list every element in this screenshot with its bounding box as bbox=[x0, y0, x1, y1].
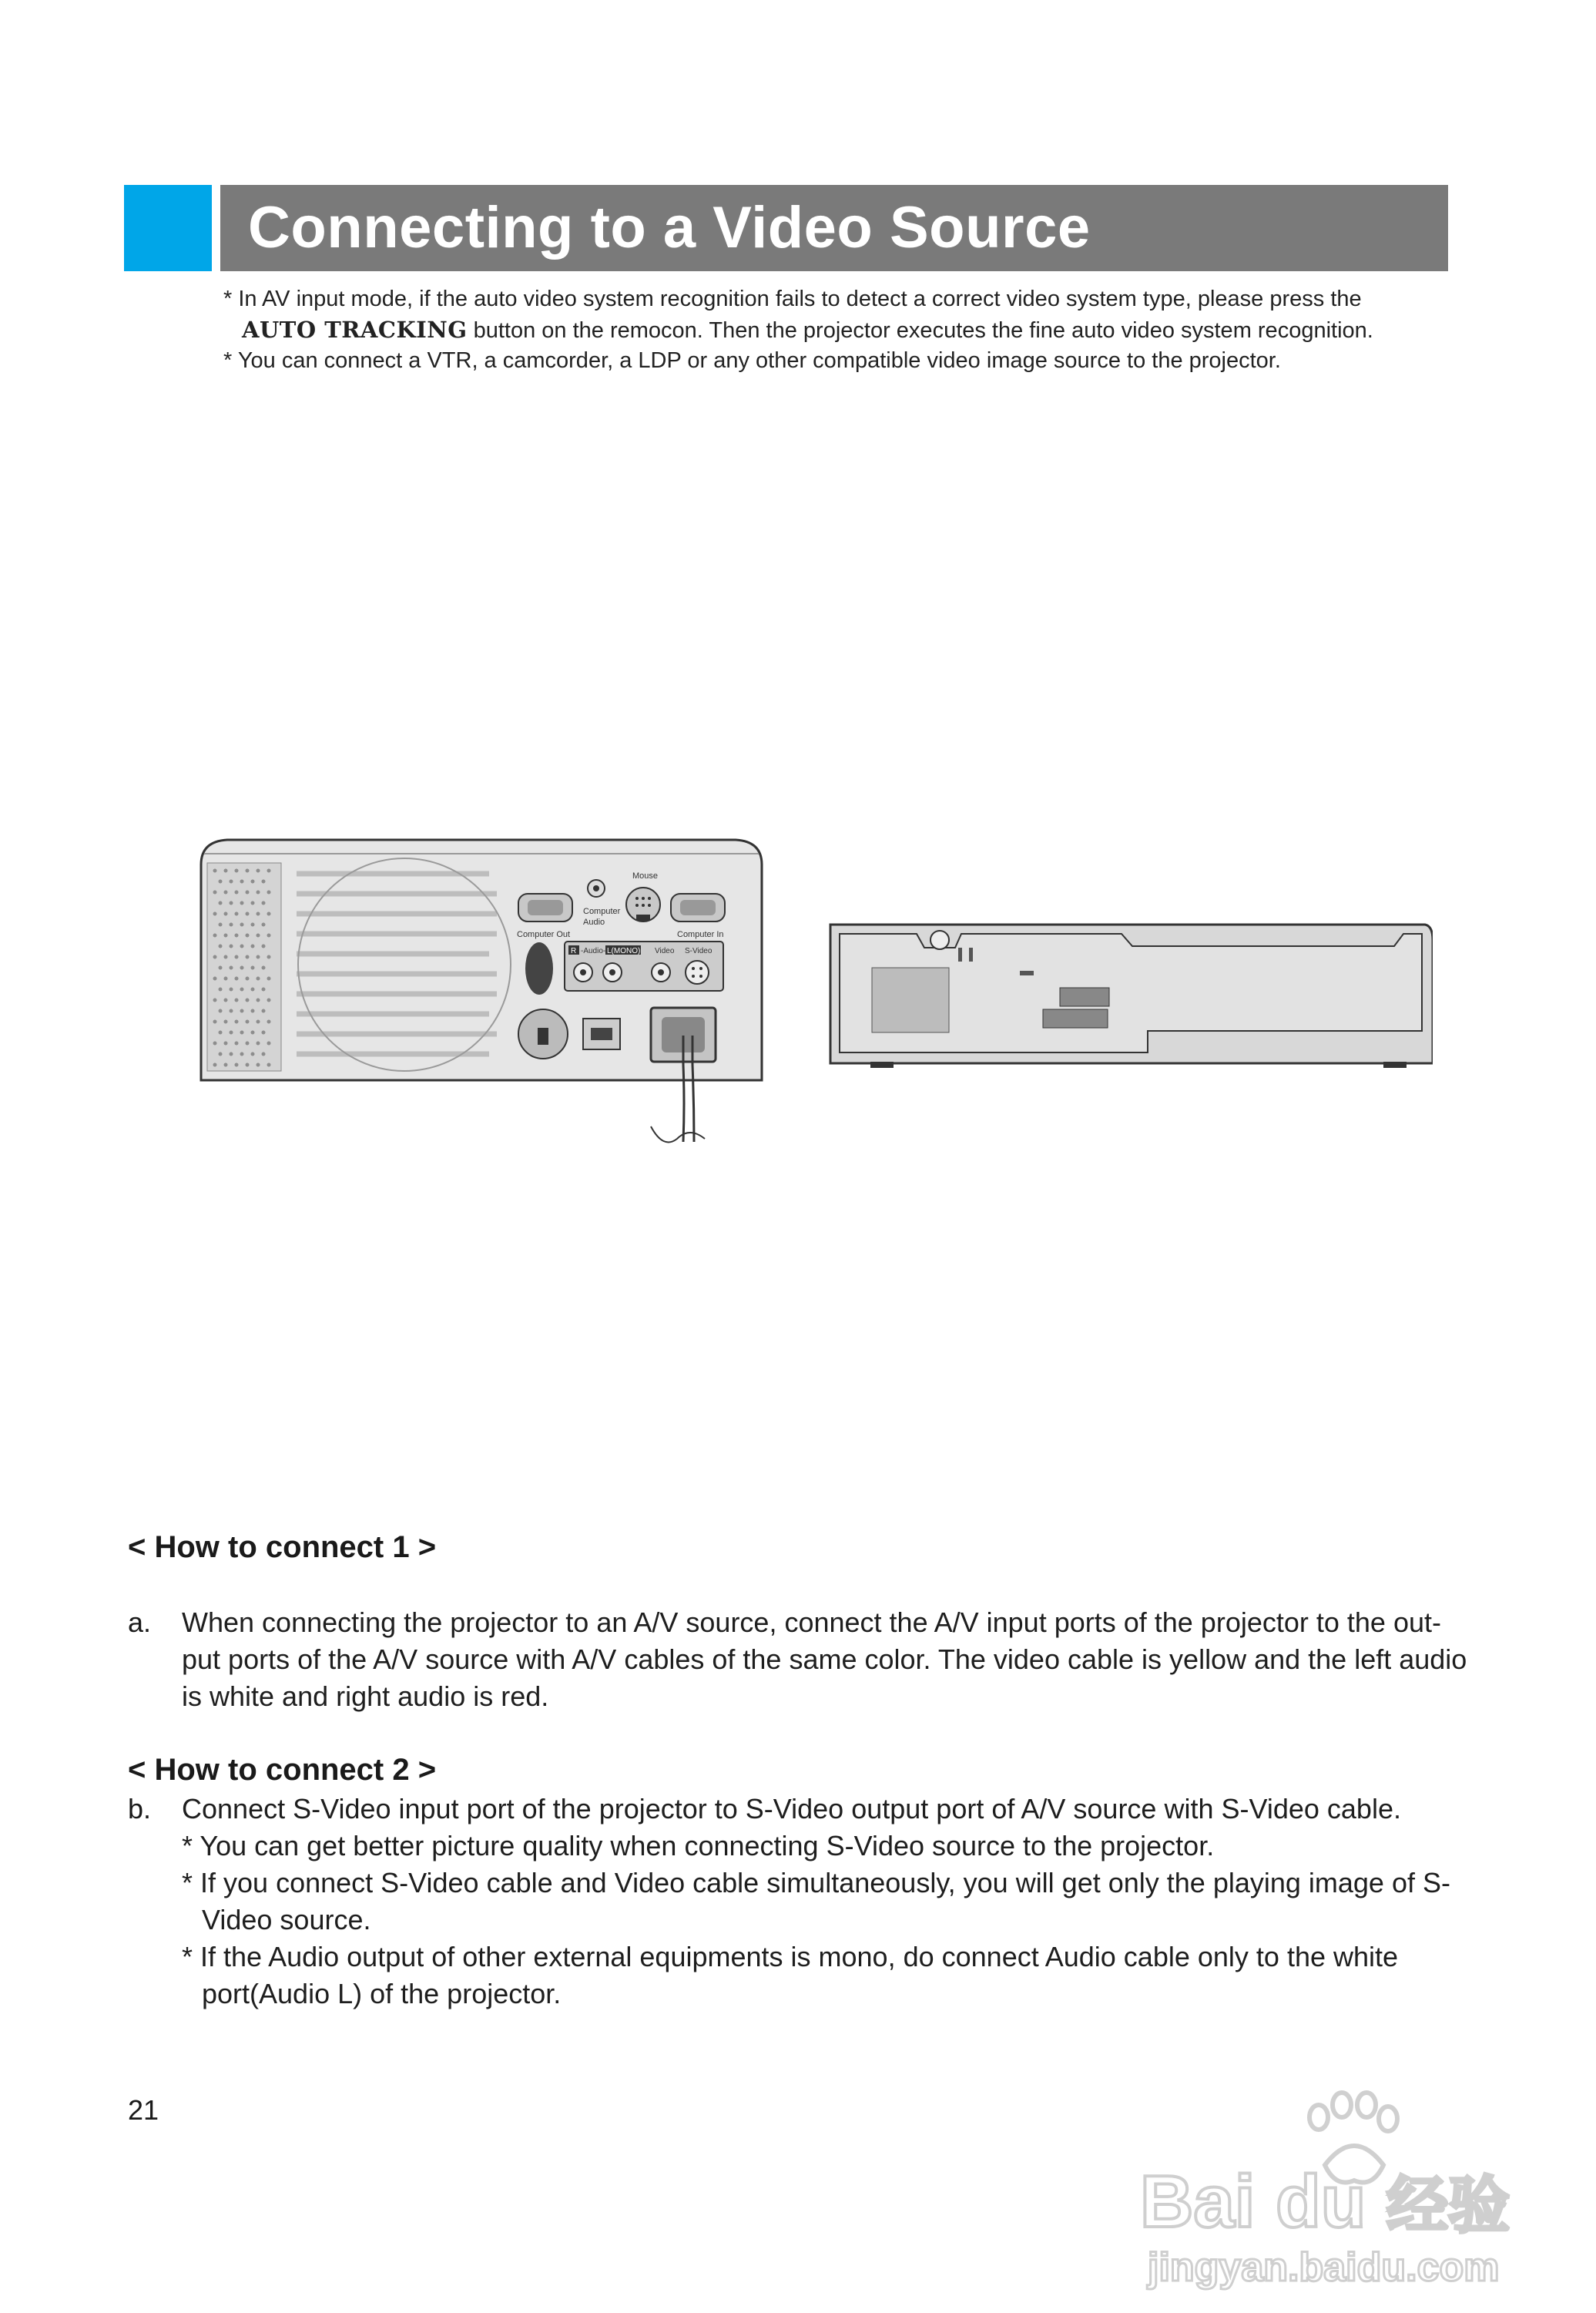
note-compatible-sources: * You can connect a VTR, a camcorder, a LDP or any other compatible video image source to the projector. bbox=[223, 348, 1281, 373]
section2-note2-cont: Video source. bbox=[202, 1904, 371, 1935]
section2-note3: * If the Audio output of other external equipments is mono, do connect Audio cable only to the white bbox=[182, 1941, 1399, 1972]
baidu-watermark bbox=[1132, 2073, 1533, 2304]
note-auto-tracking-rest: button on the remocon. Then the projector executes the fine auto video system recognition. bbox=[467, 318, 1373, 343]
section1-marker: a. bbox=[128, 1606, 152, 1638]
section1-heading: < How to connect 1 > bbox=[128, 1530, 437, 1564]
section2-note3-cont: port(Audio L) of the projector. bbox=[202, 1978, 562, 2009]
section1-line1: When connecting the projector to an A/V source, connect the A/V input ports of the projector to the out- bbox=[182, 1606, 1441, 1638]
note-auto-tracking-line2 bbox=[242, 314, 1373, 346]
watermark-brand: Bai du bbox=[1140, 2160, 1366, 2243]
computer-audio-label-2: Audio bbox=[583, 918, 605, 927]
section2-heading: < How to connect 2 > bbox=[128, 1753, 437, 1787]
title-accent-block bbox=[124, 185, 212, 271]
mouse-label: Mouse bbox=[632, 871, 659, 881]
section2-line1: Connect S-Video input port of the projector to S-Video output port of A/V source with S-Video cable. bbox=[182, 1793, 1401, 1825]
page-title: Connecting to a Video Source bbox=[248, 195, 1091, 260]
r-label: R bbox=[571, 947, 577, 955]
section1-line2: put ports of the A/V source with A/V cables of the same color. The video cable is yellow and the left audio bbox=[182, 1643, 1467, 1675]
auto-tracking-label: AUTO TRACKING bbox=[242, 317, 468, 343]
projector-rear-diagram bbox=[196, 834, 766, 1157]
computer-in-label: Computer In bbox=[677, 930, 724, 939]
audio-label: -Audio- bbox=[581, 947, 606, 955]
computer-audio-label-1: Computer bbox=[583, 907, 621, 916]
section1-line3: is white and right audio is red. bbox=[182, 1680, 549, 1712]
computer-out-label: Computer Out bbox=[517, 930, 571, 939]
section2-note2: * If you connect S-Video cable and Video cable simultaneously, you will get only the playing image of S- bbox=[182, 1867, 1450, 1898]
page-number: 21 bbox=[128, 2094, 159, 2126]
watermark-cn: 经验 bbox=[1386, 2171, 1510, 2240]
section2-note1: * You can get better picture quality when connecting S-Video source to the projector. bbox=[182, 1830, 1215, 1861]
note-auto-tracking-line1: * In AV input mode, if the auto video system recognition fails to detect a correct video system type, please press the bbox=[223, 287, 1362, 311]
video-label: Video bbox=[655, 947, 675, 955]
video-source-diagram bbox=[824, 917, 1433, 1071]
s-video-label: S-Video bbox=[685, 947, 712, 955]
watermark-url: jingyan.baidu.com bbox=[1148, 2245, 1500, 2290]
l-mono-label: L(MONO) bbox=[607, 947, 641, 955]
section2-marker: b. bbox=[128, 1793, 152, 1825]
